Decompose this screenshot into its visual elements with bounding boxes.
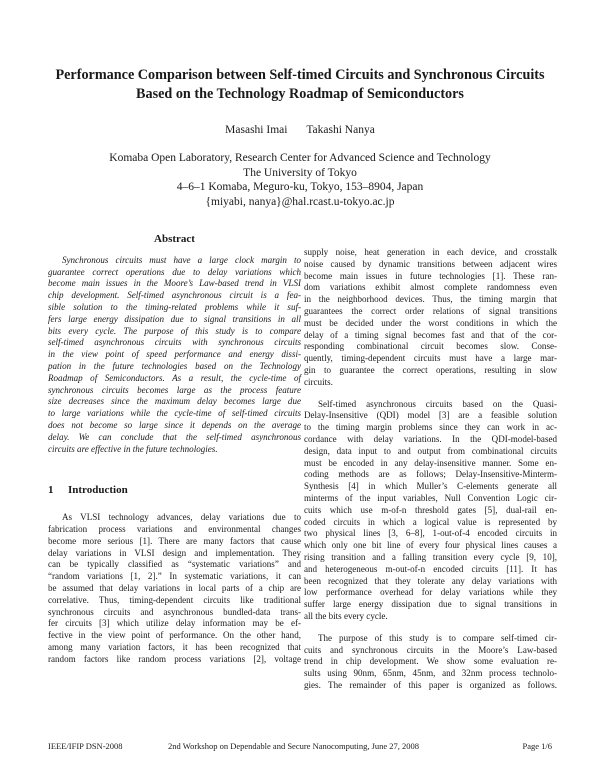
body-line: Delay-Insensitive (QDI) model [3] are a feasible solution xyxy=(304,410,557,421)
body-line: random factors like random process variations [2], voltage xyxy=(48,653,301,664)
abstract-heading: Abstract xyxy=(154,233,195,245)
body-line: synchronous circuits and asynchronous bundled-data trans- xyxy=(48,606,301,617)
abstract-line: bits every cycle. The purpose of this study is to compare xyxy=(48,325,301,336)
body-line: fer circuits [3] which utilize delay information may be ef- xyxy=(48,618,301,629)
paragraph xyxy=(304,399,557,623)
abstract-line: circuits are effective in the future technologies. xyxy=(48,443,218,454)
abstract-line: in the view point of speed performance and energy dissi- xyxy=(48,349,301,360)
body-line: Synthesis [4] in which Muller’s C-elements generate all xyxy=(304,481,557,492)
paragraph xyxy=(304,633,557,692)
section-number: 1 xyxy=(48,484,54,497)
body-line: cordance with delay variations. In the QDI-model-based xyxy=(304,433,557,444)
author-email: {miyabi, nanya}@hal.rcast.u-tokyo.ac.jp xyxy=(205,195,395,208)
body-line: dom variations exhibit almost complete randomness even xyxy=(304,282,557,293)
body-line: quently, timing-dependent circuits must have a large mar- xyxy=(304,353,557,364)
body-line: design, data input to and output from combinational circuits xyxy=(304,445,557,456)
body-line: fective in the view point of performance. On the other hand, xyxy=(48,630,301,641)
abstract-line: chip development. Self-timed asynchronous circuit is a fea- xyxy=(48,290,301,301)
body-line: all the bits every cycle. xyxy=(304,610,388,621)
body-line: be assumed that delay variations in local parts of a chip are xyxy=(48,582,301,593)
author-name: Masashi Imai xyxy=(225,124,288,136)
body-line: noise caused by dynamic transitions between adjacent wires xyxy=(304,258,557,269)
footer-workshop: 2nd Workshop on Dependable and Secure Nanocomputing, June 27, 2008 xyxy=(168,741,420,751)
abstract-line: Synchronous circuits must have a large clock margin to xyxy=(62,254,301,265)
abstract-line: does not become so large since it depends on the average xyxy=(48,419,301,430)
abstract-line: sible solution to the timing-related problems while it suf- xyxy=(48,301,301,312)
section-heading-introduction xyxy=(48,485,301,497)
body-line: been recognized that they tolerate any delay variations with xyxy=(304,575,557,586)
body-line: suffer large energy dissipation due to signal transitions in xyxy=(304,599,557,610)
body-line: which only one bit line of every four physical lines causes a xyxy=(304,540,557,551)
body-line: can be typically classified as “systematic variations” and xyxy=(48,559,301,570)
body-line: cuits which use m-of-n threshold gates [5], dual-rail en- xyxy=(304,504,557,515)
body-line: fabrication process variations and environmental changes xyxy=(48,523,301,534)
abstract-line: become main issues in the Moore’s Law-based trend in VLSI xyxy=(48,278,301,289)
body-line: become more serious [1]. There are many factors that cause xyxy=(48,535,301,546)
abstract-body xyxy=(48,255,301,456)
body-line: responding combinational circuit becomes slow. Conse- xyxy=(304,341,557,352)
body-line: among many variation factors, it has been recognized that xyxy=(48,641,301,652)
body-line: The purpose of this study is to compare self-timed cir- xyxy=(318,632,557,643)
body-line: delay of a timing signal becomes fast and that of the cor- xyxy=(304,329,557,340)
author-name: Takashi Nanya xyxy=(306,124,375,136)
body-line: guarantees the correct order relations of signal transitions xyxy=(304,305,557,316)
paper-title xyxy=(30,66,570,104)
abstract-line: synchronous circuits becomes large as the process feature xyxy=(48,384,301,395)
body-line: gies. The remainder of this paper is organized as follows. xyxy=(304,679,557,690)
affiliation-block xyxy=(0,151,600,209)
abstract-line: fers large energy dissipation due to signal transitions in all xyxy=(48,313,301,324)
body-line: low performance overhead for delay variations while they xyxy=(304,587,557,598)
left-column xyxy=(48,234,301,666)
affiliation-line: The University of Tokyo xyxy=(243,166,357,179)
abstract-line: pation in the future technologies based on the Technology xyxy=(48,360,301,371)
body-line: minterms of the input variables, Null Convention Logic cir- xyxy=(304,492,557,503)
affiliation-line: Komaba Open Laboratory, Research Center for Advanced Science and Technology xyxy=(109,152,491,164)
body-line: sults using 90nm, 65nm, 45nm, and 32nm process technolo- xyxy=(304,668,557,679)
abstract-line: self-timed asynchronous circuits with synchronous circuits xyxy=(48,337,301,348)
introduction-body xyxy=(48,512,301,665)
right-column xyxy=(304,247,557,702)
body-line: must be decided under the worst conditions in which the xyxy=(304,317,557,328)
body-line: As VLSI technology advances, delay variations due to xyxy=(62,512,301,523)
abstract-line: delay. We can conclude that the self-timed asynchronous xyxy=(48,431,301,442)
body-line: to the timing margin problems since they can work in ac- xyxy=(304,422,557,433)
body-line: “random variations [1, 2].” In systematic variations, it can xyxy=(48,571,301,582)
author-list xyxy=(0,124,600,136)
title-line: Performance Comparison between Self-timed Circuits and Synchronous Circuits xyxy=(55,67,545,83)
body-line: must be encoded in any delay-insensitive manner. Some en- xyxy=(304,457,557,468)
page-number: Page 1/6 xyxy=(522,741,552,751)
body-line: delay variations in VLSI design and implementation. They xyxy=(48,547,301,558)
body-line: gin to guarantee the correct operations, resulting in slow xyxy=(304,364,557,375)
abstract-line: size decreases since the maximum delay becomes large due xyxy=(48,396,301,407)
body-line: become main issues in future technologies [1]. These ran- xyxy=(304,270,557,281)
section-title: Introduction xyxy=(68,484,128,497)
body-line: coded circuits in which a logical value is represented by xyxy=(304,516,557,527)
abstract-line: to large variations while the cycle-time of self-timed circuits xyxy=(48,408,301,419)
body-line: coding methods are as follows; Delay-Insensitive-Minterm- xyxy=(304,469,557,480)
body-line: in the neighborhood devices. Thus, the timing margin that xyxy=(304,294,557,305)
body-line: trend in chip development. We show some evaluation re- xyxy=(304,656,557,667)
abstract-line: guarantee correct operations due to delay variations which xyxy=(48,266,301,277)
body-line: circuits. xyxy=(304,376,333,387)
body-line: and heterogeneous m-out-of-n encoded circuits [11]. It has xyxy=(304,563,557,574)
title-line: Based on the Technology Roadmap of Semiconductors xyxy=(136,86,464,102)
body-line: cuits and synchronous circuits in the Moore’s Law-based xyxy=(304,644,557,655)
abstract-line: Roadmap of Semiconductors. As a result, the cycle-time of xyxy=(48,372,301,383)
body-line: supply noise, heat generation in each device, and crosstalk xyxy=(304,247,557,257)
footer-venue: IEEE/IFIP DSN-2008 xyxy=(48,741,123,751)
body-line: correlative. Thus, timing-dependent circuits like traditional xyxy=(48,594,301,605)
body-line: rising transition and a falling transition every cycle [9, 10], xyxy=(304,551,557,562)
affiliation-line: 4–6–1 Komaba, Meguro-ku, Tokyo, 153–8904, Japan xyxy=(176,181,424,193)
body-line: Self-timed asynchronous circuits based on the Quasi- xyxy=(318,398,557,409)
body-line: two physical lines [3, 6–8], 1-out-of-4 encoded circuits in xyxy=(304,528,557,539)
paragraph xyxy=(304,247,557,389)
